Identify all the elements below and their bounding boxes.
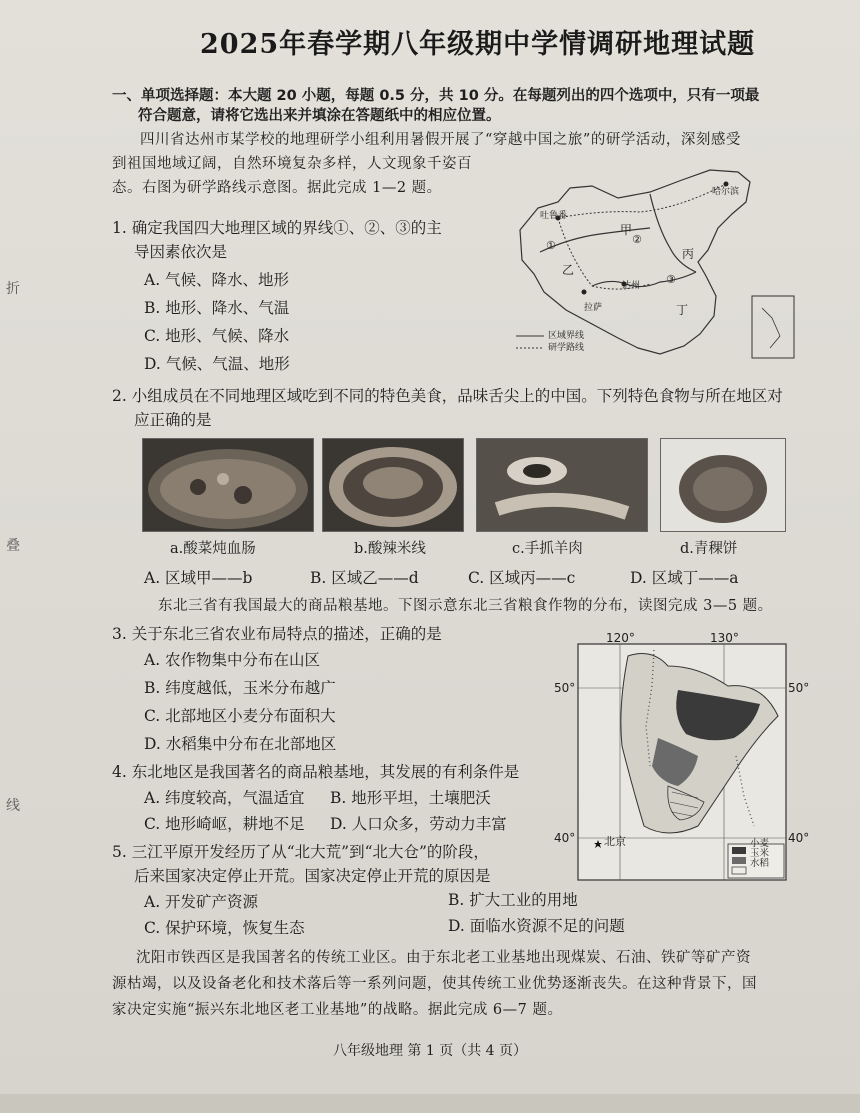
page-footer: 八年级地理 第 1 页（共 4 页） [332,1043,528,1059]
question-2-stem-cont: 应正确的是 [134,411,212,429]
city-harbin-label: 哈尔滨 [712,187,740,197]
food-photo-d [660,438,786,532]
question-1-option-d: D. 气候、气温、地形 [144,355,290,373]
question-4-option-b: B. 地形平坦，土壤肥沃 [330,789,491,807]
page-title: 2025年春学期八年级期中学情调研地理试题 [200,29,756,60]
legend-boundary: 区域界线 [548,331,585,341]
lat-50-right-label: 50° [788,681,810,695]
food-caption-d: d.青稞饼 [680,541,738,557]
margin-fold-mark: 折 [6,281,20,297]
question-1-option-a: A. 气候、降水、地形 [144,271,290,289]
question-3-stem: 3. 关于东北三省农业布局特点的描述，正确的是 [112,625,442,643]
question-5-option-b: B. 扩大工业的用地 [448,891,578,909]
question-3-option-b: B. 纬度越低，玉米分布越广 [144,679,336,697]
section-heading-cont: 符合题意，请将它选出来并填涂在答题纸中的相应位置。 [138,108,501,124]
legend-route: 研学路线 [548,343,585,353]
lat-50-left-label: 50° [554,681,576,695]
region-bing-label: 丙 [682,247,695,261]
passage-1-line1: 四川省达州市某学校的地理研学小组利用暑假开展了“穿越中国之旅”的研学活动，深刻感受 [140,132,741,148]
passage-3-line3: 家决定实施“振兴东北地区老工业基地”的战略。据此完成 6—7 题。 [112,1002,563,1018]
passage-1-line3: 态。右图为研学路线示意图。据此完成 1—2 题。 [112,180,442,196]
question-2-option-c: C. 区域丙——c [468,569,576,587]
food-caption-b: b.酸辣米线 [354,541,426,557]
question-2-option-d: D. 区域丁——a [630,569,739,587]
section-heading: 一、单项选择题：本大题 20 小题，每题 0.5 分，共 10 分。在每题列出的四个选项中，只有一项最 [112,88,760,104]
question-4-option-a: A. 纬度较高，气温适宜 [144,789,305,807]
food-photo-b [322,438,464,532]
food-caption-a: a.酸菜炖血肠 [170,541,256,557]
margin-fold-mark: 叠 [6,538,20,554]
question-2-stem: 2. 小组成员在不同地理区域吃到不同的特色美食，品味舌尖上的中国。下列特色食物与所在地区对 [112,387,783,405]
lat-40-right-label: 40° [788,831,810,845]
margin-line-mark: 线 [6,798,20,814]
question-5-stem: 5. 三江平原开发经历了从“北大荒”到“北大仓”的阶段， [112,843,489,861]
city-turpan-label: 吐鲁番 [540,211,568,221]
boundary-2-label: ② [632,233,642,246]
lon-130-label: 130° [710,631,739,645]
lat-40-left-label: 40° [554,831,576,845]
china-route-map [500,168,800,380]
city-beijing-label: 北京 [604,835,626,848]
question-3-option-d: D. 水稻集中分布在北部地区 [144,735,337,753]
northeast-crops-map [548,626,816,888]
legend-corn: 玉米 [750,848,770,859]
region-yi-label: 乙 [562,263,575,277]
legend-rice: 水稻 [750,858,770,869]
question-3-option-c: C. 北部地区小麦分布面积大 [144,707,336,725]
bottom-edge [0,1094,860,1113]
question-4-stem: 4. 东北地区是我国著名的商品粮基地，其发展的有利条件是 [112,763,520,781]
question-2-option-a: A. 区域甲——b [144,569,253,587]
passage-3-line1: 沈阳市铁西区是我国著名的传统工业区。由于东北老工业基地出现煤炭、石油、铁矿等矿产资 [136,950,751,966]
question-1-option-b: B. 地形、降水、气温 [144,299,290,317]
question-1-option-c: C. 地形、气候、降水 [144,327,290,345]
question-1-stem: 1. 确定我国四大地理区域的界线①、②、③的主 [112,219,442,237]
region-jia-label: 甲 [620,223,633,237]
question-3-option-a: A. 农作物集中分布在山区 [144,651,321,669]
food-photo-a [142,438,314,532]
lon-120-label: 120° [606,631,635,645]
region-ding-label: 丁 [676,303,689,317]
question-5-stem-cont: 后来国家决定停止开荒。国家决定停止开荒的原因是 [134,867,491,885]
passage-1-line2: 到祖国地域辽阔，自然环境复杂多样，人文现象千姿百 [112,156,472,172]
passage-3-line2: 源枯竭，以及设备老化和技术落后等一系列问题，使其传统工业优势逐渐丧失。在这种背景下，国 [112,976,757,992]
city-lhasa-label: 拉萨 [584,303,603,313]
question-5-option-c: C. 保护环境，恢复生态 [144,919,305,937]
food-photo-c [476,438,648,532]
boundary-3-label: ③ [666,273,676,286]
question-4-option-d: D. 人口众多，劳动力丰富 [330,815,507,833]
question-1-stem-cont: 导因素依次是 [134,243,228,261]
boundary-1-label: ① [546,239,556,252]
city-dazhou-label: 达州 [622,281,641,291]
question-2-option-b: B. 区域乙——d [310,569,419,587]
legend-wheat: 小麦 [750,838,770,849]
question-5-option-a: A. 开发矿产资源 [144,893,259,911]
question-5-option-d: D. 面临水资源不足的问题 [448,917,625,935]
food-caption-c: c.手抓羊肉 [512,541,583,557]
passage-2: 东北三省有我国最大的商品粮基地。下图示意东北三省粮食作物的分布，读图完成 3—5 题。 [158,598,773,614]
question-4-option-c: C. 地形崎岖，耕地不足 [144,815,305,833]
